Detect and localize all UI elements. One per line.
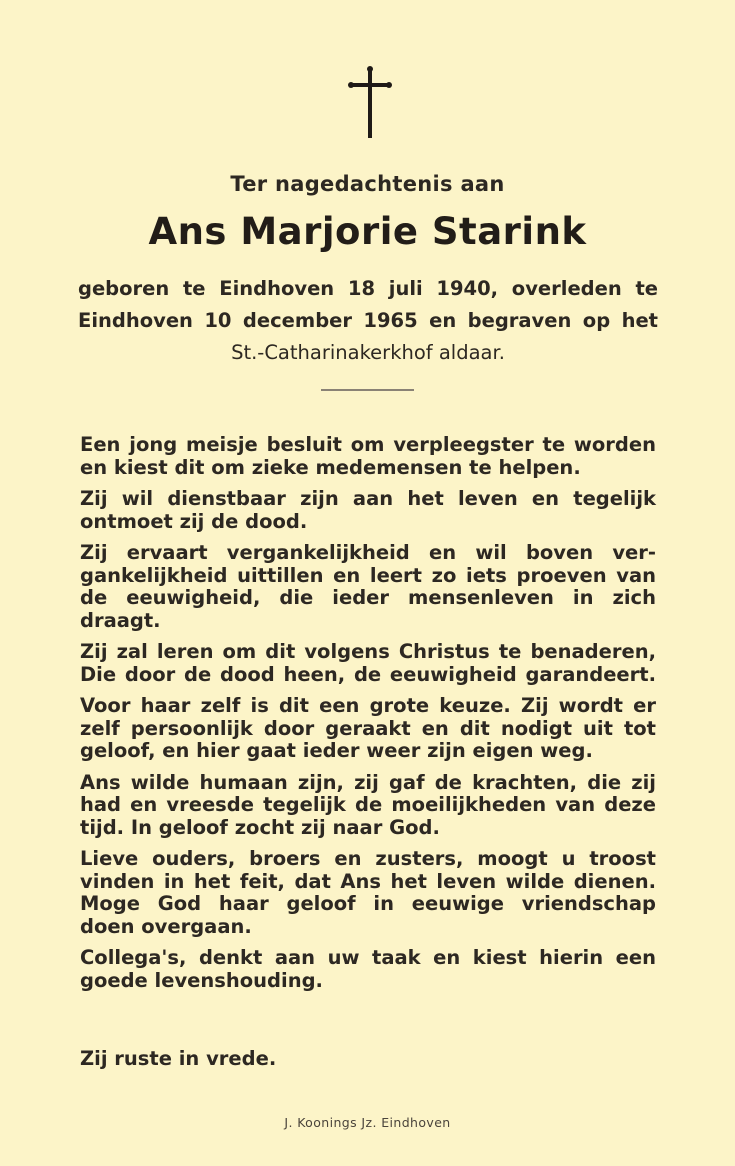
birth-line: Eindhoven 10 december 1965 en begraven op het [78,309,658,332]
text-line: goede levenshouding. [80,968,323,992]
birth-line: geboren te Eindhoven 18 juli 1940, overleden te [78,277,658,300]
paragraph [80,434,656,479]
text-line: zelf persoonlijk door geraakt en dit nodigt uit tot [80,716,656,740]
memorial-text [80,434,656,1001]
closing-line: Zij ruste in vrede. [80,1047,277,1070]
text-line: Een jong meisje besluit om verpleegster te worden [80,433,656,456]
text-line: draagt. [80,608,161,632]
paragraph [80,947,656,992]
birth-line: St.-Catharinakerkhof aldaar. [231,341,505,364]
paragraph [80,695,656,763]
text-line: ontmoet zij de dood. [80,509,308,533]
text-line: Zij ervaart vergankelijkheid en wil boven ver- [80,541,656,564]
text-line: Lieve ouders, broers en zusters, moogt u troost [80,847,656,870]
text-line: tijd. In geloof zocht zij naar God. [80,815,440,839]
text-line: Zij zal leren om dit volgens Christus te benaderen, [80,640,656,663]
latin-cross-icon [348,66,392,140]
text-line: Collega's, denkt aan uw taak en kiest hierin een [80,946,656,969]
text-line: Ans wilde humaan zijn, zij gaf de krachten, die zij [80,770,656,794]
intro-text: Ter nagedachtenis aan [230,172,505,196]
paragraph [80,641,656,686]
paragraph [80,542,656,632]
paragraph [80,772,656,840]
text-line: gankelijkheid uittillen en leert zo iets proeven van [80,563,656,587]
text-line: Moge God haar geloof in eeuwige vriendschap [80,892,656,915]
text-line: en kiest dit om zieke medemensen te helpen. [80,455,581,479]
text-line: de eeuwigheid, die ieder mensenleven in zich [80,586,656,609]
text-line: had en vreesde tegelijk de moeilijkheden van deze [80,793,656,816]
birth-death-details [78,273,658,369]
text-line: vinden in het feit, dat Ans het leven wilde dienen. [80,869,656,893]
text-line: Zij wil dienstbaar zijn aan het leven en tegelijk [80,487,656,510]
text-line: Voor haar zelf is dit een grote keuze. Zij wordt er [80,694,656,717]
text-line: doen overgaan. [80,914,252,938]
text-line: Die door de dood heen, de eeuwigheid garandeert. [80,662,656,686]
printer-imprint: J. Koonings Jz. Eindhoven [284,1115,451,1130]
divider-line [321,389,414,391]
paragraph [80,848,656,938]
paragraph [80,488,656,533]
deceased-name: Ans Marjorie Starink [148,210,587,253]
text-line: geloof, en hier gaat ieder weer zijn eigen weg. [80,739,593,762]
